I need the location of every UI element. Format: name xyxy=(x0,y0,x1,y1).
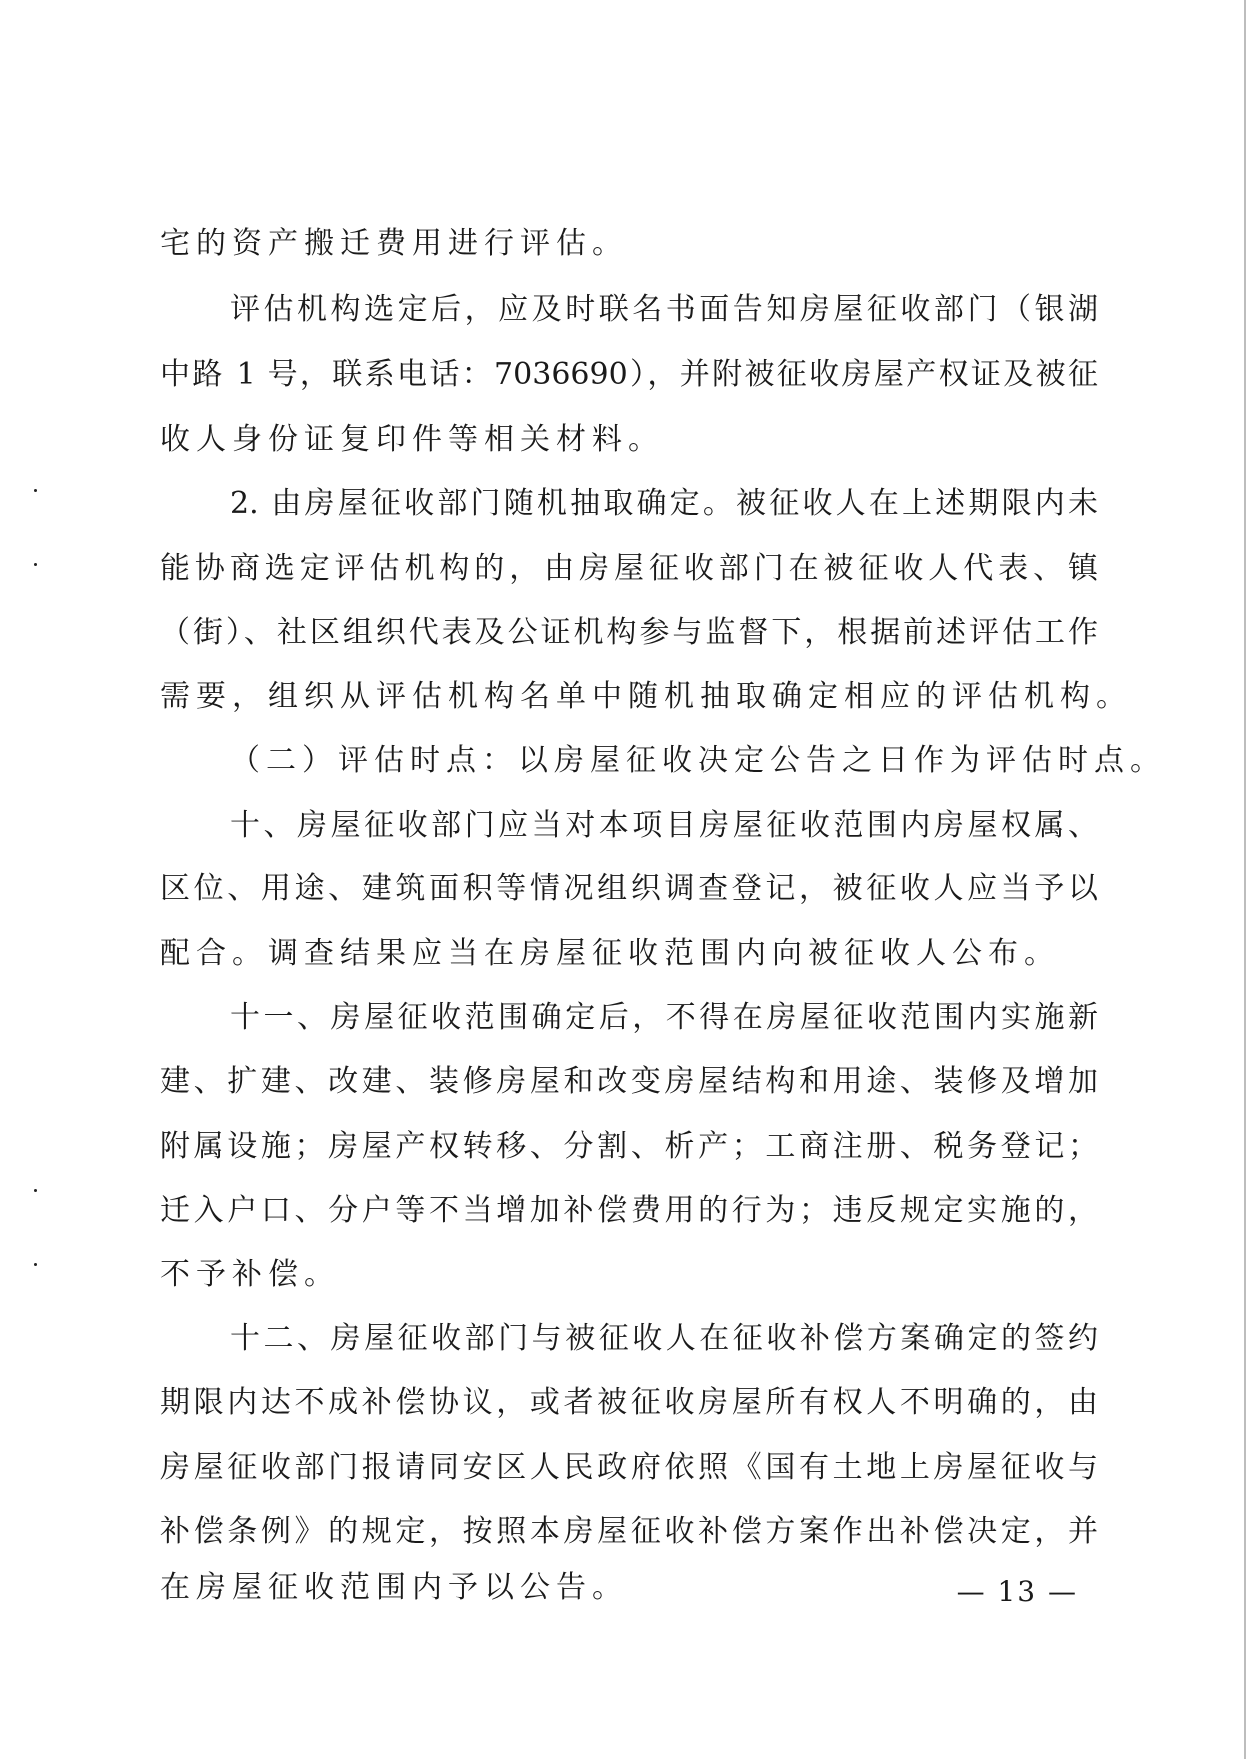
body-text-line: 补偿条例》的规定，按照本房屋征收补偿方案作出补偿决定，并 xyxy=(160,1514,1098,1549)
page-edge xyxy=(1244,0,1246,1759)
body-text-line: 十二、房屋征收部门与被征收人在征收补偿方案确定的签约 xyxy=(230,1321,1098,1356)
body-text-line: 期限内达不成补偿协议，或者被征收房屋所有权人不明确的，由 xyxy=(160,1385,1098,1420)
binding-hole-mark xyxy=(34,489,37,492)
body-text-line: 评估机构选定后，应及时联名书面告知房屋征收部门（银湖 xyxy=(230,292,1098,327)
body-text-line: 房屋征收部门报请同安区人民政府依照《国有土地上房屋征收与 xyxy=(160,1450,1098,1485)
body-text-line: 2. 由房屋征收部门随机抽取确定。被征收人在上述期限内未 xyxy=(230,486,1098,521)
body-text-line: 配合。调查结果应当在房屋征收范围内向被征收人公布。 xyxy=(160,936,1060,971)
binding-hole-mark xyxy=(34,1263,37,1266)
body-text-line: 中路 1 号，联系电话：7036690），并附被征收房屋产权证及被征 xyxy=(160,357,1098,392)
body-text-line: 在房屋征收范围内予以公告。 xyxy=(160,1570,628,1605)
binding-hole-mark xyxy=(34,563,37,566)
body-text-line: （街）、社区组织代表及公证机构参与监督下，根据前述评估工作 xyxy=(160,615,1098,650)
page-number: — 13 — xyxy=(956,1575,1078,1608)
body-text-line: 十、房屋征收部门应当对本项目房屋征收范围内房屋权属、 xyxy=(230,808,1098,843)
body-text-line: 宅的资产搬迁费用进行评估。 xyxy=(160,226,628,261)
binding-hole-mark xyxy=(34,1189,37,1192)
body-text-line: 附属设施；房屋产权转移、分割、析产；工商注册、税务登记； xyxy=(160,1129,1098,1164)
body-text-line: 不予补偿。 xyxy=(160,1257,340,1292)
body-text-line: 需要，组织从评估机构名单中随机抽取确定相应的评估机构。 xyxy=(160,679,1132,714)
body-text-line: 能协商选定评估机构的，由房屋征收部门在被征收人代表、镇 xyxy=(160,551,1098,586)
body-text-line: （二）评估时点：以房屋征收决定公告之日作为评估时点。 xyxy=(230,743,1166,778)
body-text-line: 收人身份证复印件等相关材料。 xyxy=(160,422,664,457)
body-text-line: 十一、房屋征收范围确定后，不得在房屋征收范围内实施新 xyxy=(230,1000,1098,1035)
body-text-line: 建、扩建、改建、装修房屋和改变房屋结构和用途、装修及增加 xyxy=(160,1064,1098,1099)
body-text-line: 迁入户口、分户等不当增加补偿费用的行为；违反规定实施的， xyxy=(160,1193,1098,1228)
body-text-line: 区位、用途、建筑面积等情况组织调查登记，被征收人应当予以 xyxy=(160,871,1098,906)
